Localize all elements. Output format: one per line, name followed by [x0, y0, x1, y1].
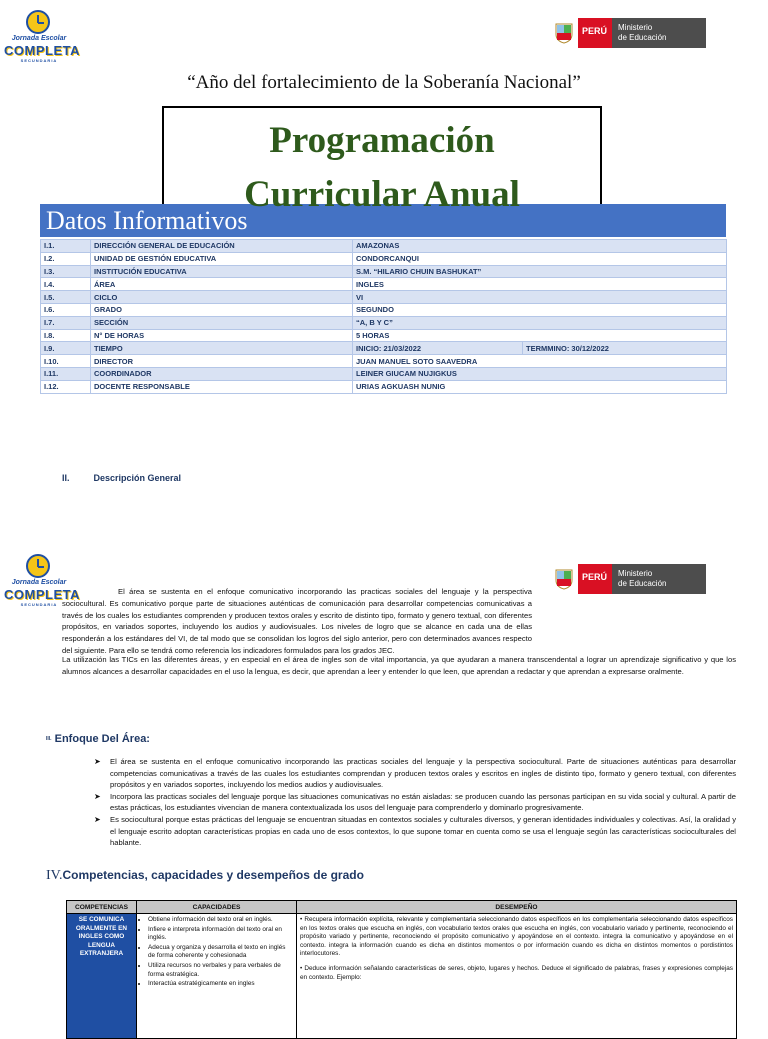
capacidades-cell — [137, 914, 297, 1039]
row-value: LEINER GIUCAM NUJIGKUS — [353, 367, 727, 380]
clock-icon — [26, 10, 50, 34]
description-paragraph-2: La utilización las TICs en las diferentes áreas, y en especial en el área de ingles son de vital importancia, ya que ayudaran a manera transcendental a lograr un aprendizaje significativo y que los alumnos alcances a desarrollar capacidades en el uso la lengua, es decir, que aprendan a leer y entender lo que leen, que aprendan a redactar y que aprendan a expresarse oralmente. — [62, 655, 736, 676]
section-descripcion-heading — [62, 473, 181, 483]
description-paragraph-1: El área se sustenta en el enfoque comunicativo incorporando las practicas sociales del lenguaje y la perspectiva sociocultural. Es comunicativo porque parte de situaciones auténticas de comunicación para desarrollar competencias comunicativas a través de los cuales los estudiantes comprenden y producen textos orales y escrito de distinto tipo, formato y genero textual, con diferentes propósitos, en variados soportes, incluyendo los audios y audiovisuales. Los niveles de logro que se alcance en cada una de ellas responderán a los estándares del VI, de tal modo que se consolidan los logros del siglo anterior, pero con determinados avances respecto del siguiente. Para ello se tendrá como referencia los indicadores formulados para los grados JEC. — [62, 587, 532, 655]
row-number: I.12. — [41, 380, 91, 393]
capacidad-item: • Obtiene información del texto oral en inglés. — [148, 916, 293, 925]
row-label: UNIDAD DE GESTIÓN EDUCATIVA — [91, 252, 353, 265]
jec-logo — [4, 8, 80, 66]
table-row — [41, 380, 727, 393]
table-row — [41, 329, 727, 342]
table-row — [41, 240, 727, 253]
row-value: AMAZONAS — [353, 240, 727, 253]
row-label: TIEMPO — [91, 342, 353, 355]
capacidad-item: • Interactúa estratégicamente en ingles — [148, 980, 293, 989]
table-row — [41, 367, 727, 380]
row-label: COORDINADOR — [91, 367, 353, 380]
competencias-table — [66, 900, 737, 1039]
desempeno-item: • Recupera información explícita, relevante y complementaria seleccionando datos específicos en los complementaria seleccionando datos específicos en los textos orales que escucha en inglés, con vocabulario textos orales que escucha en inglés, con vocabulario variado y pertinente, reconociendo el propósito variado y pertinente, reconociendo el propósito comunicativo y apoyándose en el contexto. integra la comunicativo y apoyándose en el contexto. integra la información cuando es dicha en distintos momentos o por información cuando es dicha en distintos momentos o pordistintos interlocutores. — [300, 916, 733, 958]
row-number: I.10. — [41, 355, 91, 368]
jec-logo-line1: Jornada Escolar — [11, 35, 67, 42]
table-header-capacidades: CAPACIDADES — [137, 901, 297, 914]
capacidad-item: • Utiliza recursos no verbales y para verbales de forma estratégica. — [148, 962, 293, 979]
row-label: GRADO — [91, 303, 353, 316]
list-item — [94, 814, 736, 849]
arrow-bullet-icon: ➤ — [94, 814, 101, 824]
list-item-text: El área se sustenta en el enfoque comunicativo incorporando las practicas sociales del lenguaje y la perspectiva sociocultural. Parte de situaciones auténticas para desarrollar competencias comunicativas a través de las cuales los estudiantes comprendan y producen textos orales y escritos en ingles de distinto tipo, formato y genero textual, con diferentes propósitos y en variados soportes, incluyendo los medios audios y audiovisuales. — [110, 757, 736, 790]
table-row — [41, 278, 727, 291]
row-value: S.M. “HILARIO CHUIN BASHUKAT” — [353, 265, 727, 278]
row-value: SEGUNDO — [353, 303, 727, 316]
document-title — [162, 114, 602, 222]
table-row — [67, 914, 737, 1039]
minedu-peru-label: PERÚ — [578, 18, 612, 48]
section-enfoque-heading — [46, 733, 150, 745]
row-value: INGLES — [353, 278, 727, 291]
row-label: INSTITUCIÓN EDUCATIVA — [91, 265, 353, 278]
row-value: INICIO: 21/03/2022 — [353, 342, 523, 355]
row-label: DOCENTE RESPONSABLE — [91, 380, 353, 393]
section-number: III. — [46, 736, 52, 743]
capacidad-item: • Adecua y organiza y desarrolla el texto en inglés de forma coherente y cohesionada — [148, 944, 293, 961]
row-number: I.3. — [41, 265, 91, 278]
row-label: SECCIÓN — [91, 316, 353, 329]
list-item — [94, 791, 736, 814]
competencia-cell: SE COMUNICA ORALMENTE EN INGLES COMO LENGUA EXTRANJERA — [67, 914, 137, 1039]
arrow-bullet-icon: ➤ — [94, 757, 101, 766]
jec-logo-line2: COMPLETA — [4, 587, 80, 602]
section-competencias-heading — [46, 868, 364, 884]
arrow-bullet-icon: ➤ — [94, 791, 101, 801]
minedu-line1: Ministerio — [618, 569, 653, 578]
desempeno-item: • Deduce información señalando características de seres, objeto, lugares y hechos. Deduce el significado de palabras, frases y expresiones complejas en contexto. Ejemplo: — [300, 964, 733, 981]
minedu-ministry-label — [612, 18, 706, 48]
row-label: DIRECTOR — [91, 355, 353, 368]
section-title: Descripción General — [93, 473, 182, 483]
table-row — [41, 316, 727, 329]
row-value: URIAS AGKUASH NUNIG — [353, 380, 727, 393]
section-title: Competencias, capacidades y desempeños de grado — [62, 868, 364, 882]
datos-title: Datos Informativos — [46, 206, 248, 235]
table-row — [41, 252, 727, 265]
description-text-2 — [62, 654, 736, 678]
row-number: I.1. — [41, 240, 91, 253]
list-item-text: Es sociocultural porque estas prácticas del lenguaje se encuentran situadas en contextos sociales y culturales diversos, y generan identidades individuales y colectivas. Así, la oralidad y el lenguaje escrito adoptan características propias en cada uno de esos contextos, lo que supone tomar en cuenta como se usa el lenguaje según las características socioculturales del hablante. — [110, 814, 736, 848]
row-number: I.8. — [41, 329, 91, 342]
datos-table — [40, 239, 727, 394]
document-title-line1: Programación — [269, 120, 495, 161]
year-title: “Año del fortalecimiento de la Soberanía Nacional” — [187, 72, 581, 93]
row-number: I.6. — [41, 303, 91, 316]
row-number: I.7. — [41, 316, 91, 329]
row-number: I.5. — [41, 291, 91, 304]
minedu-logo — [554, 18, 706, 48]
table-row — [41, 342, 727, 355]
minedu-peru-label: PERÚ — [578, 564, 612, 594]
document-title-line2: Curricular Anual — [244, 174, 520, 215]
section-number: IV. — [46, 868, 63, 883]
peru-shield-icon — [554, 22, 574, 44]
minedu-line2: de Educación — [618, 33, 667, 42]
section-number: II. — [62, 473, 70, 483]
row-value: 5 HORAS — [353, 329, 727, 342]
jec-logo-line3: SECUNDARIA — [20, 602, 58, 607]
jec-logo-line1: Jornada Escolar — [11, 579, 67, 586]
table-row — [41, 265, 727, 278]
table-header-competencias: COMPETENCIAS — [67, 901, 137, 914]
row-label: N° DE HORAS — [91, 329, 353, 342]
table-row — [41, 291, 727, 304]
row-value: “A, B Y C” — [353, 316, 727, 329]
minedu-line1: Ministerio — [618, 23, 653, 32]
table-row — [41, 303, 727, 316]
row-label: DIRECCIÓN GENERAL DE EDUCACIÓN — [91, 240, 353, 253]
row-value: VI — [353, 291, 727, 304]
list-item-text: Incorpora las practicas sociales del lenguaje porque las situaciones comunicativas no están aisladas: se producen cuando las personas participan en su vida social y cultural. A partir de estas prácticas, los estudiantes vivencian de manera contextualizada los usos del lenguaje para comprenderlo y dominarlo progresivamente. — [110, 791, 736, 813]
minedu-line2: de Educación — [618, 579, 667, 588]
capacidad-item: • Infiere e interpreta información del texto oral en inglés. — [148, 926, 293, 943]
table-header-desempeno: DESEMPEÑO — [297, 901, 737, 914]
row-number: I.11. — [41, 367, 91, 380]
row-label: ÁREA — [91, 278, 353, 291]
jec-logo-line3: SECUNDARIA — [20, 58, 58, 63]
row-label: CICLO — [91, 291, 353, 304]
clock-icon — [26, 554, 50, 578]
row-number: I.2. — [41, 252, 91, 265]
desempeno-cell — [297, 914, 737, 1039]
table-row — [41, 355, 727, 368]
section-title: Enfoque Del Área: — [54, 733, 150, 745]
row-number: I.9. — [41, 342, 91, 355]
row-number: I.4. — [41, 278, 91, 291]
description-text — [62, 586, 736, 657]
enfoque-list — [94, 756, 736, 849]
row-value: CONDORCANQUI — [353, 252, 727, 265]
row-value: JUAN MANUEL SOTO SAAVEDRA — [353, 355, 727, 368]
list-item — [94, 756, 736, 791]
row-value-2: TERMMINO: 30/12/2022 — [523, 342, 727, 355]
jec-logo-line2: COMPLETA — [4, 43, 80, 58]
